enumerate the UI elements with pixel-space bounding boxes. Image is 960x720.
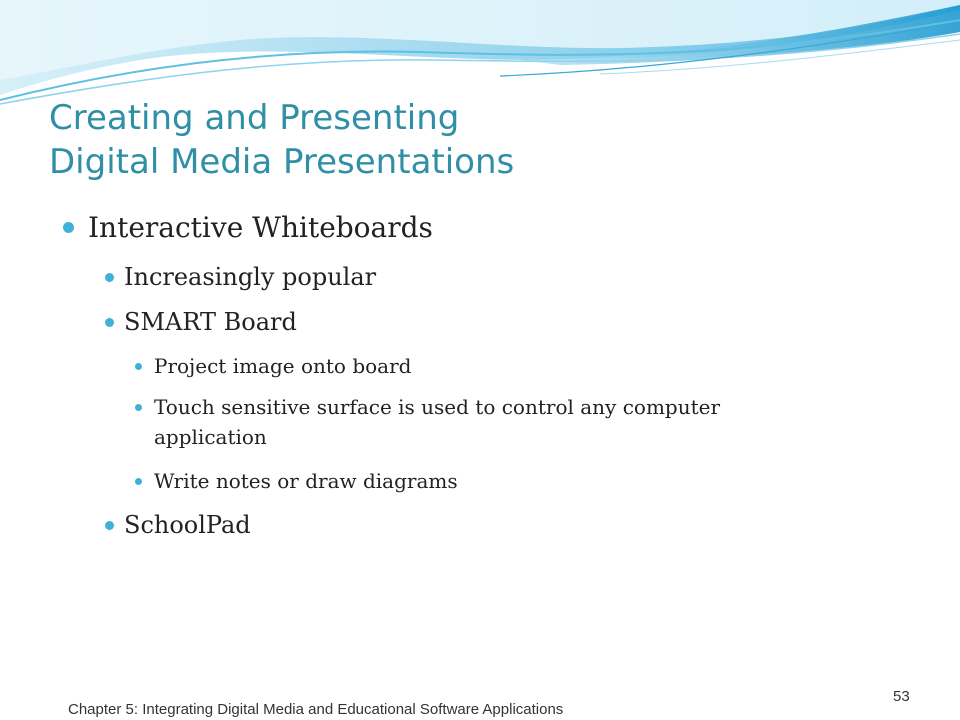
bullet-dot <box>105 318 114 327</box>
footer-chapter-label: Chapter 5: Integrating Digital Media and Educational Software Applications <box>68 701 564 718</box>
bullet-schoolpad: SchoolPad <box>124 511 251 539</box>
bullet-dot <box>135 478 142 485</box>
bullet-dot <box>135 404 142 411</box>
bullet-write-notes: Write notes or draw diagrams <box>154 469 458 493</box>
bullet-interactive-whiteboards: Interactive Whiteboards <box>88 211 433 244</box>
bullet-smart-board: SMART Board <box>124 308 297 336</box>
bullet-dot <box>63 222 74 233</box>
title-line-1: Creating and Presenting <box>49 98 460 138</box>
bullet-project-image: Project image onto board <box>154 354 412 378</box>
page-number: 53 <box>893 688 910 705</box>
bullet-dot <box>105 521 114 530</box>
bullet-touch-sensitive-line-1: Touch sensitive surface is used to control any computer <box>154 395 721 419</box>
bullet-dot <box>135 363 142 370</box>
bullet-touch-sensitive <box>154 392 720 452</box>
bullet-touch-sensitive-line-2: application <box>154 425 267 449</box>
bullet-dot <box>105 273 114 282</box>
bullet-increasingly-popular: Increasingly popular <box>124 263 377 291</box>
title-line-2: Digital Media Presentations <box>49 142 515 182</box>
